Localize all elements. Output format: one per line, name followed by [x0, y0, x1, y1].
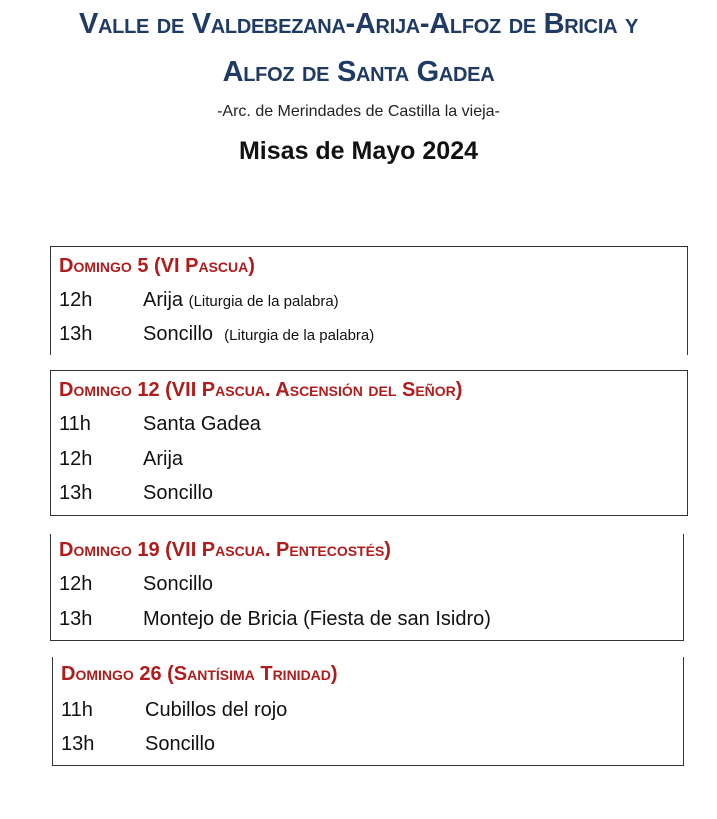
- mass-note: (Liturgia de la palabra): [188, 293, 339, 310]
- section-domingo-26: [52, 657, 684, 766]
- section-domingo-5: [50, 246, 688, 355]
- mass-row: [59, 608, 491, 631]
- section-domingo-19: [50, 534, 684, 641]
- mass-time: 13h: [59, 608, 93, 630]
- mass-place: Cubillos del rojo: [145, 699, 288, 721]
- section-heading: Domingo 26 (Santísima Trinidad): [61, 663, 338, 685]
- mass-row: [59, 482, 213, 505]
- mass-place: Arija: [143, 448, 184, 470]
- mass-place: Montejo de Bricia (Fiesta de san Isidro): [143, 608, 491, 630]
- section-heading: Domingo 19 (VII Pascua. Pentecostés): [59, 539, 391, 561]
- mass-place: Arija: [143, 289, 184, 311]
- mass-row: [59, 289, 339, 312]
- misas-title: Misas de Mayo 2024: [238, 137, 478, 165]
- mass-row: [61, 733, 215, 756]
- subtitle: -Arc. de Merindades de Castilla la vieja-: [217, 103, 500, 120]
- mass-time: 12h: [59, 448, 93, 470]
- mass-place: Soncillo: [143, 482, 214, 504]
- mass-time: 13h: [61, 733, 95, 755]
- mass-time: 13h: [59, 323, 93, 345]
- mass-place: Santa Gadea: [143, 413, 261, 435]
- mass-place: Soncillo: [145, 733, 216, 755]
- section-heading: Domingo 12 (VII Pascua. Ascensión del Señor): [59, 379, 463, 401]
- mass-note: (Liturgia de la palabra): [224, 327, 375, 344]
- mass-place: Soncillo: [143, 323, 214, 345]
- mass-row: [59, 413, 261, 436]
- section-domingo-12: [50, 370, 688, 516]
- mass-row: [59, 573, 213, 596]
- mass-place: Soncillo: [143, 573, 214, 595]
- mass-time: 13h: [59, 482, 93, 504]
- mass-time: 12h: [59, 289, 93, 311]
- section-heading: Domingo 5 (VI Pascua): [59, 255, 255, 277]
- mass-row: [61, 699, 287, 722]
- mass-row: [59, 323, 374, 346]
- mass-row: [59, 448, 183, 471]
- mass-time: 11h: [59, 413, 91, 435]
- mass-time: 11h: [61, 699, 93, 721]
- title-line-1: Valle de Valdebezana-Arija-Alfoz de Bricia y: [78, 8, 639, 40]
- title-line-2: Alfoz de Santa Gadea: [222, 56, 495, 88]
- mass-time: 12h: [59, 573, 93, 595]
